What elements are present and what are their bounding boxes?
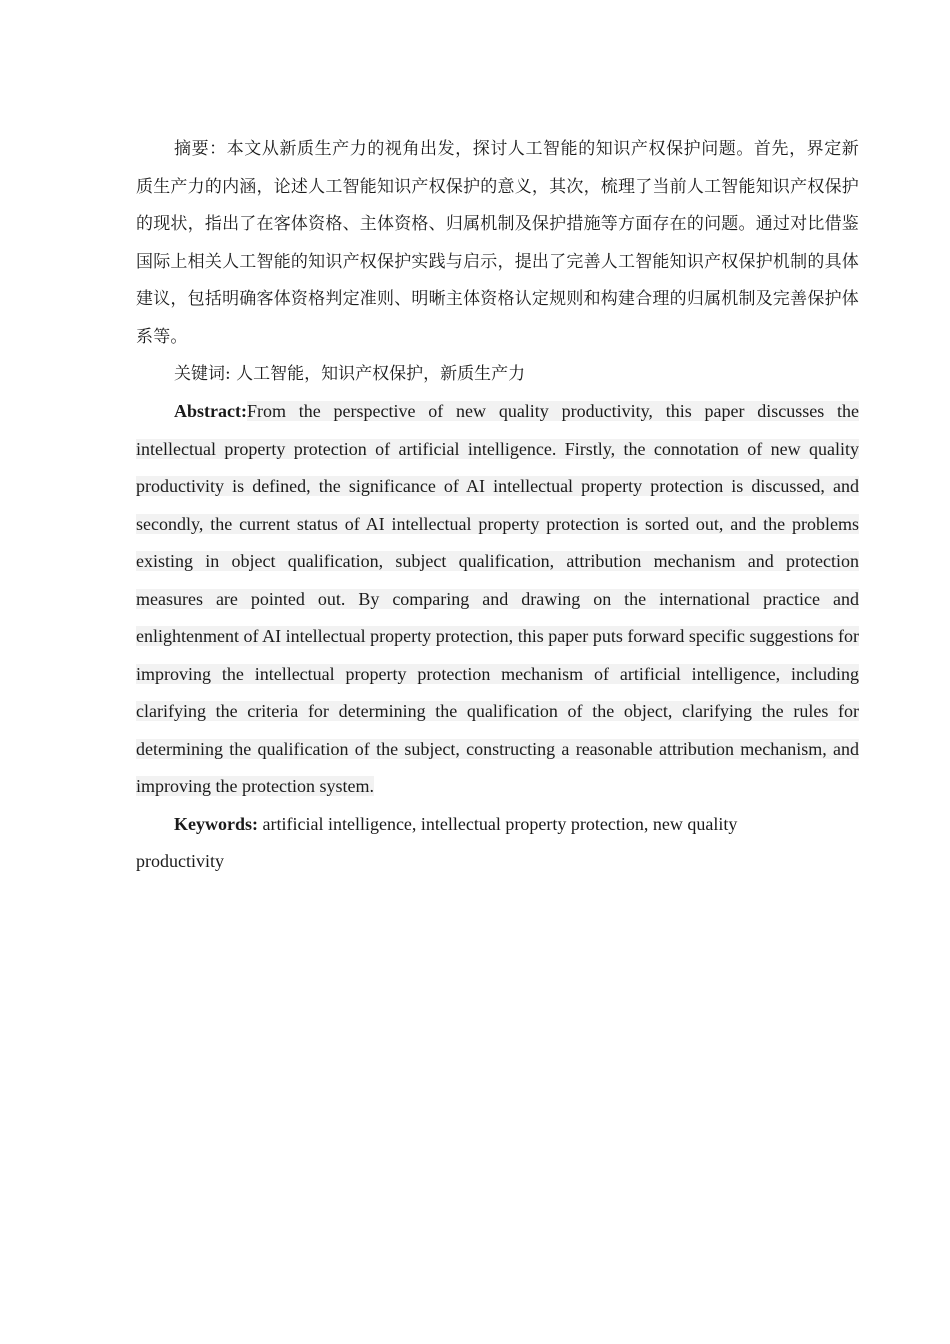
abstract-en-paragraph <box>136 393 859 806</box>
keywords-cn-label: 关键词: <box>174 364 237 384</box>
keywords-cn-text: 人工智能，知识产权保护，新质生产力 <box>236 364 526 384</box>
abstract-cn-label: 摘要： <box>174 139 227 159</box>
keywords-en-paragraph <box>136 806 786 880</box>
abstract-en-label: Abstract: <box>174 401 247 421</box>
abstract-cn-text: 本文从新质生产力的视角出发，探讨人工智能的知识产权保护问题。首先，界定新质生产力的内涵，论述人工智能知识产权保护的意义，其次，梳理了当前人工智能知识产权保护的现状，指出了在客体资格、主体资格、归属机制及保护措施等方面存在的问题。通过对比借鉴国际上相关人工智能的知识产权保护实践与启示，提出了完善人工智能知识产权保护机制的具体建议，包括明确客体资格判定准则、明晰主体资格认定规则和构建合理的归属机制及完善保护体系等。 <box>136 139 860 347</box>
abstract-en-text: From the perspective of new quality productivity, this paper discusses the intellectual property protection of artificial intelligence. Firstly, the connotation of new quality productivity is defined, the significance of AI intellectual property protection is discussed, and secondly, the current status of AI intellectual property protection is sorted out, and the problems existing in object qualification, subject qualification, attribution mechanism and protection measures are pointed out. By comparing and drawing on the international practice and enlightenment of AI intellectual property protection, this paper puts forward specific suggestions for improving the intellectual property protection mechanism of artificial intelligence, including clarifying the criteria for determining the qualification of the object, clarifying the rules for determining the qualification of the subject, constructing a reasonable attribution mechanism, and improving the protection system. <box>136 401 859 796</box>
abstract-section <box>136 131 859 880</box>
keywords-en-text: artificial intelligence, intellectual property protection, new quality productivity <box>136 813 738 871</box>
keywords-cn-paragraph <box>136 356 859 393</box>
abstract-cn-paragraph <box>136 131 859 356</box>
keywords-en-label: Keywords: <box>174 813 258 834</box>
